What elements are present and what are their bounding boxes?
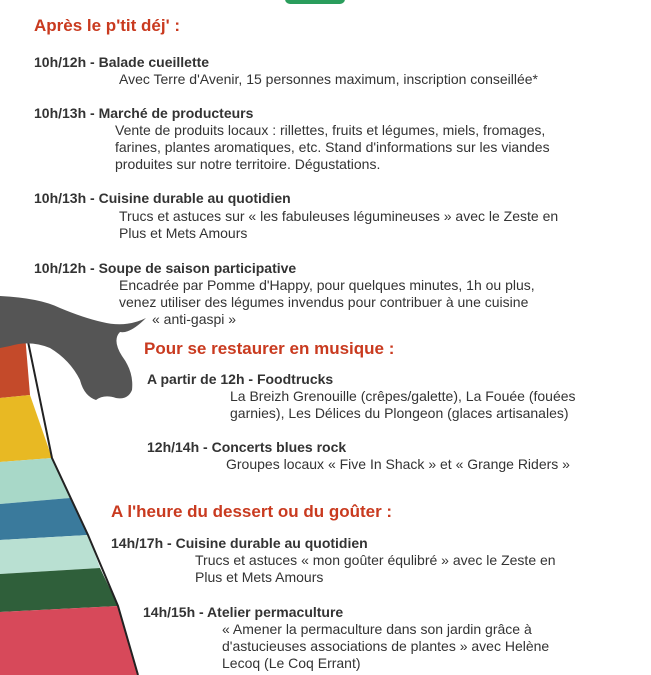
event-line: farines, plantes aromatiques, etc. Stand d'informations sur les viandes xyxy=(115,139,550,155)
section-heading-lunch: Pour se restaurer en musique : xyxy=(144,339,395,358)
event-title: 10h/13h - Marché de producteurs xyxy=(34,105,254,121)
event-title: 10h/13h - Cuisine durable au quotidien xyxy=(34,190,291,206)
stripe-mint xyxy=(0,458,70,504)
event-title: 10h/12h - Balade cueillette xyxy=(34,54,210,70)
event-description xyxy=(230,388,640,422)
event-line: Groupes locaux « Five In Shack » et « Grange Riders » xyxy=(226,456,570,472)
event-line: Plus et Mets Amours xyxy=(119,225,248,241)
event-description xyxy=(222,621,642,672)
event-title: 12h/14h - Concerts blues rock xyxy=(147,439,347,455)
event-line: d'astucieuses associations de plantes » avec Helène xyxy=(222,638,550,654)
event-line: Vente de produits locaux : rillettes, fruits et légumes, miels, fromages, xyxy=(115,122,546,138)
event-title: 10h/12h - Soupe de saison participative xyxy=(34,260,297,276)
event-description xyxy=(119,208,639,242)
event-line: venez utiliser des légumes invendus pour contribuer à une cuisine xyxy=(119,294,529,310)
stripe-red-bottom xyxy=(0,606,138,675)
section-heading-dessert: A l'heure du dessert ou du goûter : xyxy=(111,502,393,521)
event-description xyxy=(119,71,644,88)
stripe-pale xyxy=(0,535,100,574)
event-line: « Amener la permaculture dans son jardin grâce à xyxy=(222,621,532,637)
event-line: Plus et Mets Amours xyxy=(195,569,324,585)
event-line: La Breizh Grenouille (crêpes/galette), La Fouée (fouées xyxy=(230,388,576,404)
event-line: Encadrée par Pomme d'Happy, pour quelques minutes, 1h ou plus, xyxy=(119,277,535,293)
top-green-accent xyxy=(285,0,345,4)
stripe-yellow xyxy=(0,395,52,462)
event-description xyxy=(226,456,636,473)
event-title: 14h/15h - Atelier permaculture xyxy=(143,604,344,620)
event-title: A partir de 12h - Foodtrucks xyxy=(147,371,334,387)
event-line: Avec Terre d'Avenir, 15 personnes maximum, inscription conseillée* xyxy=(119,71,538,87)
event-line: Trucs et astuces « mon goûter équlibré » avec le Zeste en xyxy=(195,552,556,568)
event-description xyxy=(119,277,639,328)
event-title: 14h/17h - Cuisine durable au quotidien xyxy=(111,535,368,551)
event-line: produites sur notre territoire. Dégustations. xyxy=(115,156,381,172)
stripe-teal xyxy=(0,498,88,540)
event-description xyxy=(115,122,645,173)
event-description xyxy=(195,552,635,586)
event-line: « anti-gaspi » xyxy=(152,311,237,327)
event-line: Lecoq (Le Coq Errant) xyxy=(222,655,361,671)
event-line: Trucs et astuces sur « les fabuleuses légumineuses » avec le Zeste en xyxy=(119,208,559,224)
stripe-dark-green xyxy=(0,568,118,612)
event-line: garnies), Les Délices du Plongeon (glaces artisanales) xyxy=(230,405,569,421)
section-heading-breakfast: Après le p'tit déj' : xyxy=(34,16,180,35)
